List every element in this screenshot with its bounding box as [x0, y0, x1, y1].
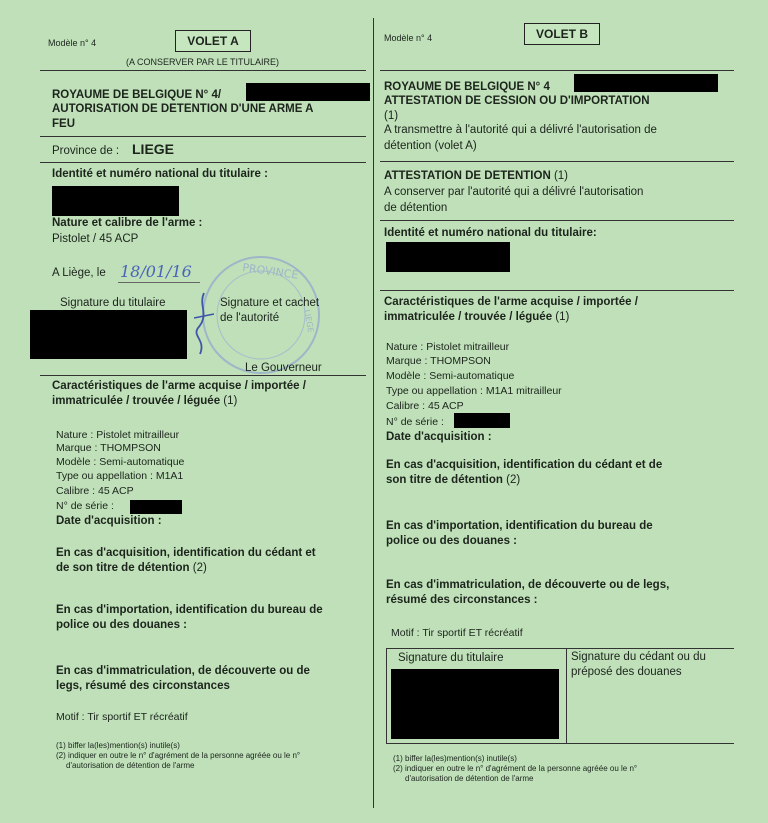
left-date-acq: Date d'acquisition : — [56, 515, 162, 527]
right-serie: N° de série : — [386, 416, 444, 428]
right-cas-imm-2: résumé des circonstances : — [386, 594, 538, 606]
left-identite: Identité et numéro national du titulaire : — [52, 168, 268, 180]
left-cas-imm-2: legs, résumé des circonstances — [56, 680, 230, 692]
right-sig-divider — [566, 648, 567, 743]
left-nature-calibre: Nature et calibre de l'arme : — [52, 217, 203, 229]
right-transmettre-1: A transmettre à l'autorité qui a délivré l'autorisation de — [384, 124, 657, 136]
right-carac-note: (1) — [555, 311, 570, 323]
left-autorisation-1: AUTORISATION DE DETENTION D'UNE ARME A — [52, 103, 314, 115]
left-province-label: Province de : — [52, 145, 120, 157]
left-date-handwritten: 18/01/16 — [120, 262, 192, 281]
left-cas-imp-1: En cas d'importation, identification du bureau de — [56, 604, 323, 616]
right-sig-bottom-rule — [386, 743, 734, 744]
left-modele: Modèle n° 4 — [48, 38, 97, 48]
right-date-acq: Date d'acquisition : — [386, 431, 492, 443]
right-footnote-1: (1) biffer la(les)mention(s) inutile(s) — [393, 754, 517, 763]
right-nature: Nature : Pistolet mitrailleur — [386, 341, 510, 353]
right-serie-redaction — [454, 413, 510, 428]
right-attestation-detention-line — [384, 170, 568, 182]
right-volet-box: VOLET B — [524, 23, 600, 45]
left-cas-acq-2: de son titre de détention — [56, 562, 190, 574]
left-royaume: ROYAUME DE BELGIQUE N° 4/ — [52, 89, 222, 101]
right-footnote-2b: d'autorisation de détention de l'arme — [405, 774, 534, 783]
right-cas-imp-2: police ou des douanes : — [386, 535, 517, 547]
right-type: Type ou appellation : M1A1 mitrailleur — [386, 385, 562, 397]
right-rule-3 — [380, 290, 734, 291]
left-nature-calibre-value: Pistolet / 45 ACP — [52, 233, 139, 245]
left-serie-redaction — [130, 500, 182, 514]
left-cas-imp-2: police ou des douanes : — [56, 619, 187, 631]
left-gouverneur: Le Gouverneur — [245, 362, 322, 374]
right-cas-acq-2: son titre de détention — [386, 474, 503, 486]
right-calibre: Calibre : 45 ACP — [386, 400, 464, 412]
right-rule-2 — [380, 220, 734, 221]
right-footnote-2a: (2) indiquer en outre le n° d'agrément de la personne agréée ou le n° — [393, 764, 638, 773]
left-conserver: (A CONSERVER PAR LE TITULAIRE) — [126, 57, 280, 67]
left-carac-line-2 — [52, 395, 237, 407]
left-cas-acq-1: En cas d'acquisition, identification du cédant et — [56, 547, 316, 559]
right-sig-cedant-2: préposé des douanes — [571, 666, 682, 678]
stamp-top-text: PROVINCE — [241, 261, 300, 282]
left-footnote-2b: d'autorisation de détention de l'arme — [66, 761, 195, 770]
right-carac-line-2 — [384, 311, 569, 323]
right-rule-1 — [380, 161, 734, 162]
right-attestation-detention: ATTESTATION DE DETENTION — [384, 170, 551, 182]
right-modele: Modèle n° 4 — [384, 33, 433, 43]
right-sig-left-border — [386, 648, 387, 743]
right-cas-acq-line-2 — [386, 474, 520, 486]
right-sig-top-rule — [386, 648, 734, 649]
left-volet-box: VOLET A — [175, 30, 251, 52]
left-signature-titulaire: Signature du titulaire — [60, 297, 166, 309]
left-footnote-2a: (2) indiquer en outre le n° d'agrément de la personne agréée ou le n° — [56, 751, 301, 760]
left-header-rule — [40, 70, 366, 71]
left-cas-acq-note: (2) — [192, 562, 207, 574]
right-transmettre-2: détention (volet A) — [384, 140, 477, 152]
left-a-liege: A Liège, le — [52, 267, 106, 279]
left-signature-cachet-2: de l'autorité — [220, 312, 280, 324]
left-carac-1: Caractéristiques de l'arme acquise / importée / — [52, 380, 306, 392]
left-footnote-1: (1) biffer la(les)mention(s) inutile(s) — [56, 741, 180, 750]
right-sig-cedant-1: Signature du cédant ou du — [571, 651, 706, 663]
left-type: Type ou appellation : M1A1 — [56, 470, 184, 482]
left-rule-2 — [40, 162, 366, 163]
right-header-rule — [380, 70, 734, 71]
left-signature-redaction — [30, 310, 187, 359]
right-number-redaction — [574, 74, 718, 92]
right-carac-1: Caractéristiques de l'arme acquise / importée / — [384, 296, 638, 308]
left-province-value: LIEGE — [132, 141, 175, 157]
left-carac-note: (1) — [223, 395, 238, 407]
right-identite-redaction — [386, 242, 510, 272]
right-identite: Identité et numéro national du titulaire: — [384, 227, 597, 239]
right-modele-arme: Modèle : Semi-automatique — [386, 370, 515, 382]
left-cas-acq-line-2 — [56, 562, 207, 574]
right-cas-imm-1: En cas d'immatriculation, de découverte ou de legs, — [386, 579, 670, 591]
right-marque: Marque : THOMPSON — [386, 355, 491, 367]
right-attestation-cession: ATTESTATION DE CESSION OU D'IMPORTATION — [384, 95, 650, 107]
left-signature-cachet-1: Signature et cachet — [220, 297, 320, 309]
right-sig-titulaire: Signature du titulaire — [398, 652, 504, 664]
right-cas-acq-1: En cas d'acquisition, identification du cédant et de — [386, 459, 663, 471]
stamp-side-text: LIEGE — [302, 308, 316, 334]
right-conserver-1: A conserver par l'autorité qui a délivré l'autorisation — [384, 186, 644, 198]
left-motif: Motif : Tir sportif ET récréatif — [56, 711, 188, 723]
left-serie: N° de série : — [56, 500, 114, 512]
left-number-redaction — [246, 83, 370, 101]
left-rule-1 — [40, 136, 366, 137]
left-rule-3 — [40, 375, 366, 376]
right-carac-2: immatriculée / trouvée / léguée — [384, 311, 553, 323]
left-marque: Marque : THOMPSON — [56, 442, 161, 454]
right-motif: Motif : Tir sportif ET récréatif — [391, 627, 523, 639]
left-calibre: Calibre : 45 ACP — [56, 485, 134, 497]
column-divider — [373, 18, 374, 808]
left-date-underline — [118, 282, 200, 283]
right-conserver-2: de détention — [384, 202, 448, 214]
right-note1: (1) — [384, 110, 399, 122]
right-sig-redaction — [391, 669, 559, 739]
right-cas-acq-note: (2) — [506, 474, 521, 486]
left-modele-arme: Modèle : Semi-automatique — [56, 456, 185, 468]
right-royaume: ROYAUME DE BELGIQUE N° 4 — [384, 81, 550, 93]
right-cas-imp-1: En cas d'importation, identification du bureau de — [386, 520, 653, 532]
left-autorisation-2: FEU — [52, 118, 75, 130]
left-identite-redaction — [52, 186, 179, 216]
left-cas-imm-1: En cas d'immatriculation, de découverte ou de — [56, 665, 310, 677]
left-nature: Nature : Pistolet mitrailleur — [56, 429, 180, 441]
authority-signature — [184, 290, 224, 360]
left-carac-2: immatriculée / trouvée / léguée — [52, 395, 221, 407]
right-attestation-detention-note: (1) — [553, 170, 569, 182]
